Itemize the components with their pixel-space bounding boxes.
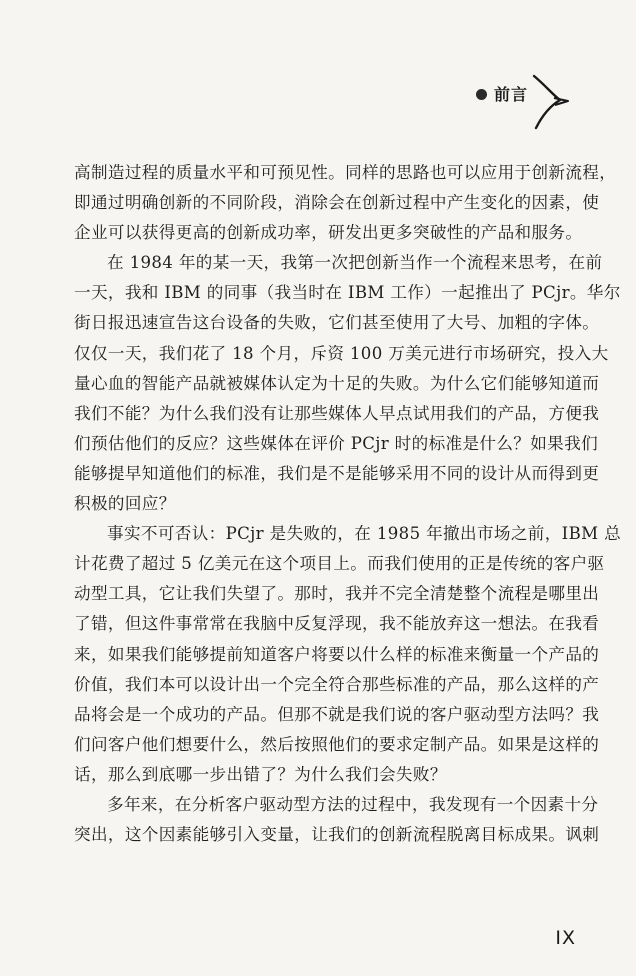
arrow-chevron-icon	[530, 72, 570, 132]
text-line: 们问客户他们想要什么，然后按照他们的要求定制产品。如果是这样的	[74, 734, 600, 754]
text-line: 在 1984 年的某一天，我第一次把创新当作一个流程来思考，在前	[107, 253, 603, 273]
text-line: 来，如果我们能够提前知道客户将要以什么样的标准来衡量一个产品的	[74, 644, 600, 664]
text-line: 企业可以获得更高的创新成功率，研发出更多突破性的产品和服务。	[74, 223, 583, 243]
text-line: 话，那么到底哪一步出错了？为什么我们会失败？	[74, 764, 447, 784]
text-line: 一天，我和 IBM 的同事（我当时在 IBM 工作）一起推出了 PCjr。华尔	[74, 283, 621, 303]
body-text	[74, 158, 622, 850]
text-line: 积极的回应？	[74, 494, 176, 514]
running-header	[348, 72, 588, 132]
text-line: 价值，我们本可以设计出一个完全符合那些标准的产品，那么这样的产	[74, 674, 600, 694]
text-line: 多年来，在分析客户驱动型方法的过程中，我发现有一个因素十分	[107, 794, 599, 814]
text-line: 事实不可否认：PCjr 是失败的，在 1985 年撤出市场之前，IBM 总	[107, 524, 622, 544]
page-number: IX	[555, 927, 576, 949]
text-line: 街日报迅速宣告这台设备的失败，它们甚至使用了大号、加粗的字体。	[74, 313, 600, 333]
text-line: 了错，但这件事常常在我脑中反复浮现，我不能放弃这一想法。在我看	[74, 614, 600, 634]
bullet-dot-icon	[476, 89, 487, 100]
section-title: 前言	[494, 85, 529, 104]
text-line: 们预估他们的反应？这些媒体在评价 PCjr 时的标准是什么？如果我们	[74, 433, 599, 453]
text-line: 能够提早知道他们的标准，我们是不是能够采用不同的设计从而得到更	[74, 463, 600, 483]
text-line: 我们不能？为什么我们没有让那些媒体人早点试用我们的产品，方便我	[74, 403, 600, 423]
text-line: 量心血的智能产品就被媒体认定为十足的失败。为什么它们能够知道而	[74, 373, 600, 393]
text-line: 品将会是一个成功的产品。但那不就是我们说的客户驱动型方法吗？我	[74, 704, 600, 724]
text-line: 突出，这个因素能够引入变量，让我们的创新流程脱离目标成果。讽刺	[74, 825, 600, 845]
text-line: 计花费了超过 5 亿美元在这个项目上。而我们使用的正是传统的客户驱	[74, 554, 605, 574]
text-line: 即通过明确创新的不同阶段，消除会在创新过程中产生变化的因素，使	[74, 193, 600, 213]
text-line: 仅仅一天，我们花了 18 个月，斥资 100 万美元进行市场研究，投入大	[74, 343, 609, 363]
text-line: 高制造过程的质量水平和可预见性。同样的思路也可以应用于创新流程，	[74, 163, 617, 182]
text-line: 动型工具，它让我们失望了。那时，我并不完全清楚整个流程是哪里出	[74, 584, 600, 604]
